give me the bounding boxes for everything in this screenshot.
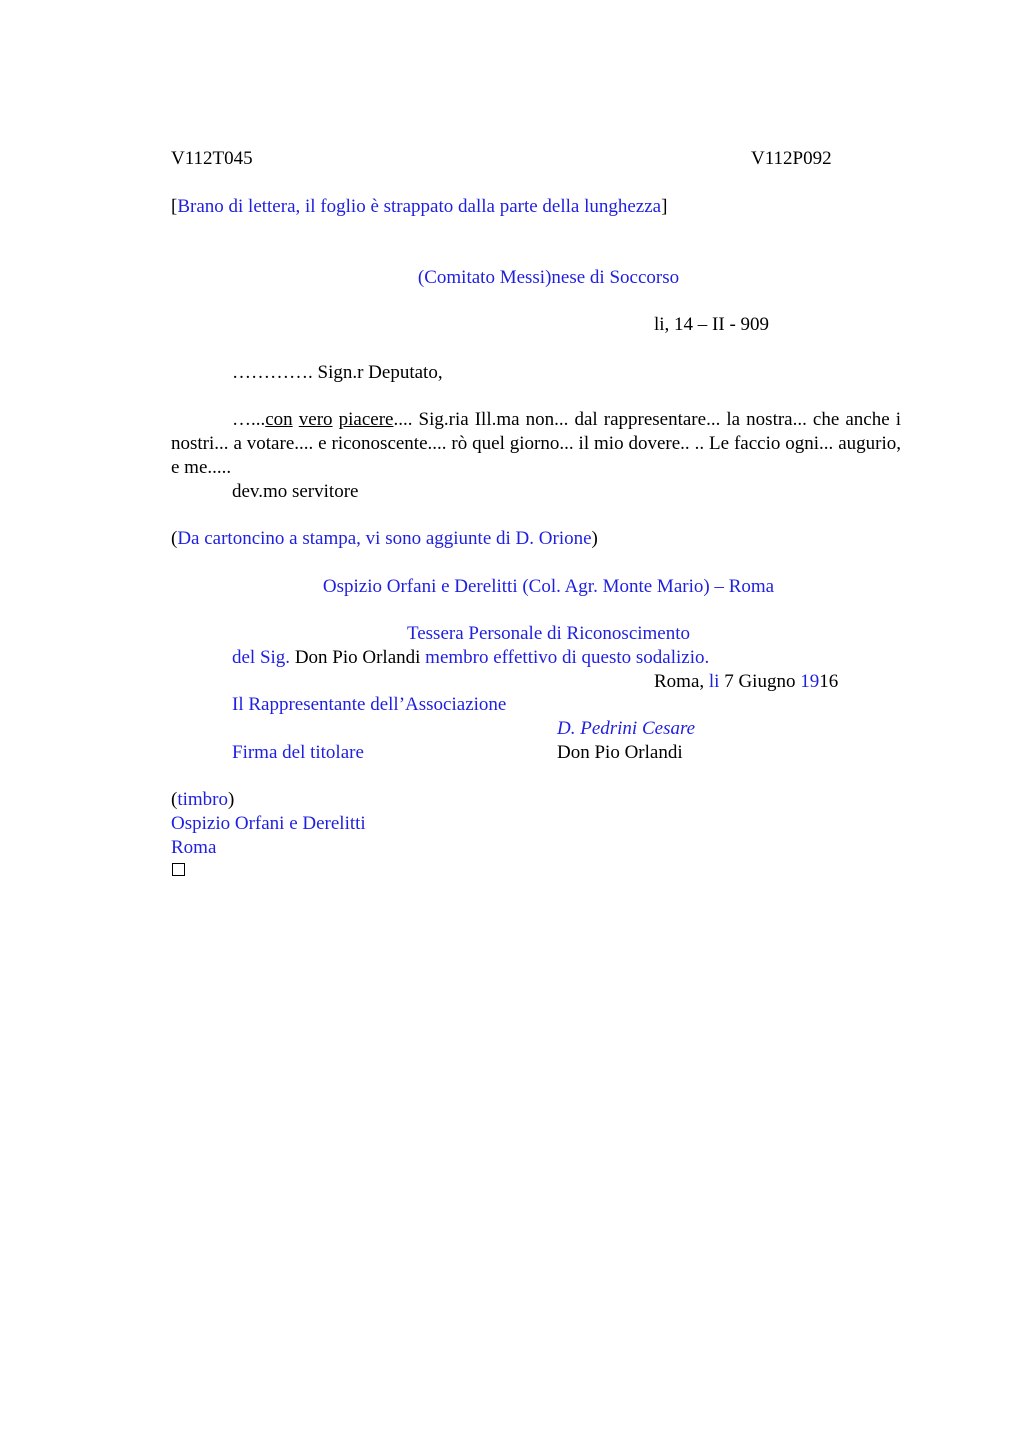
header-right-code: V112P092 — [751, 148, 832, 169]
paren-open: ( — [171, 789, 178, 810]
card-holder-name: Don Pio Orlandi — [557, 742, 683, 763]
editorial-note-printed-card — [171, 527, 598, 551]
stamp-line-1: Ospizio Orfani e Derelitti — [171, 813, 366, 834]
note-text: Da cartoncino a stampa, vi sono aggiunte di D. Orione — [177, 528, 592, 549]
card-date-line — [654, 670, 838, 694]
card-year-printed: 19 — [800, 671, 820, 692]
card-holder-label: Firma del titolare — [232, 742, 364, 763]
card-day-month: 7 Giugno — [724, 671, 796, 692]
underlined-word-piacere: piacere — [338, 409, 394, 430]
card-institution: Ospizio Orfani e Derelitti (Col. Agr. Monte Mario) – Roma — [322, 576, 775, 597]
empty-square-icon — [172, 863, 185, 876]
card-rep-label: Il Rappresentante dell’Associazione — [232, 694, 507, 715]
card-year-hand: 16 — [819, 671, 839, 692]
card-member-line — [232, 646, 709, 670]
card-li: li — [708, 671, 720, 692]
paren-close: ) — [591, 528, 598, 549]
body-rest: .... Sig.ria Ill.ma non... dal rappresentare... la nostra... che anche i nostri... a votare.... e riconoscente.... rò quel giorno... il mio dovere.. .. Le faccio ogni... augurio, e me..... — [171, 409, 902, 478]
letter-date: li, 14 – II - 909 — [654, 314, 770, 335]
member-name: Don Pio Orlandi — [294, 647, 421, 668]
member-prefix: del Sig. — [232, 647, 291, 668]
body-lead: …... — [232, 409, 266, 430]
stamp-label — [171, 788, 234, 812]
stamp-word: timbro — [177, 789, 228, 810]
letterhead: (Comitato Messi)nese di Soccorso — [417, 267, 680, 288]
editorial-note-torn-letter — [171, 195, 667, 219]
card-rep-name: D. Pedrini Cesare — [557, 718, 696, 739]
stamp-line-2: Roma — [171, 837, 217, 858]
header-left-code: V112T045 — [171, 148, 253, 169]
note-text: Brano di lettera, il foglio è strappato dalla parte della lunghezza — [177, 196, 662, 217]
underlined-word-vero: vero — [298, 409, 333, 430]
bracket-open: [ — [171, 196, 178, 217]
card-title: Tessera Personale di Riconoscimento — [406, 623, 691, 644]
paren-close: ) — [228, 789, 235, 810]
member-suffix: membro effettivo di questo sodalizio. — [425, 647, 710, 668]
letter-body — [171, 408, 901, 480]
underlined-word-con: con — [265, 409, 293, 430]
salutation: …………. Sign.r Deputato, — [232, 362, 443, 383]
closing: dev.mo servitore — [232, 481, 359, 502]
bracket-close: ] — [661, 196, 668, 217]
card-place: Roma, — [654, 671, 705, 692]
paren-open: ( — [171, 528, 178, 549]
